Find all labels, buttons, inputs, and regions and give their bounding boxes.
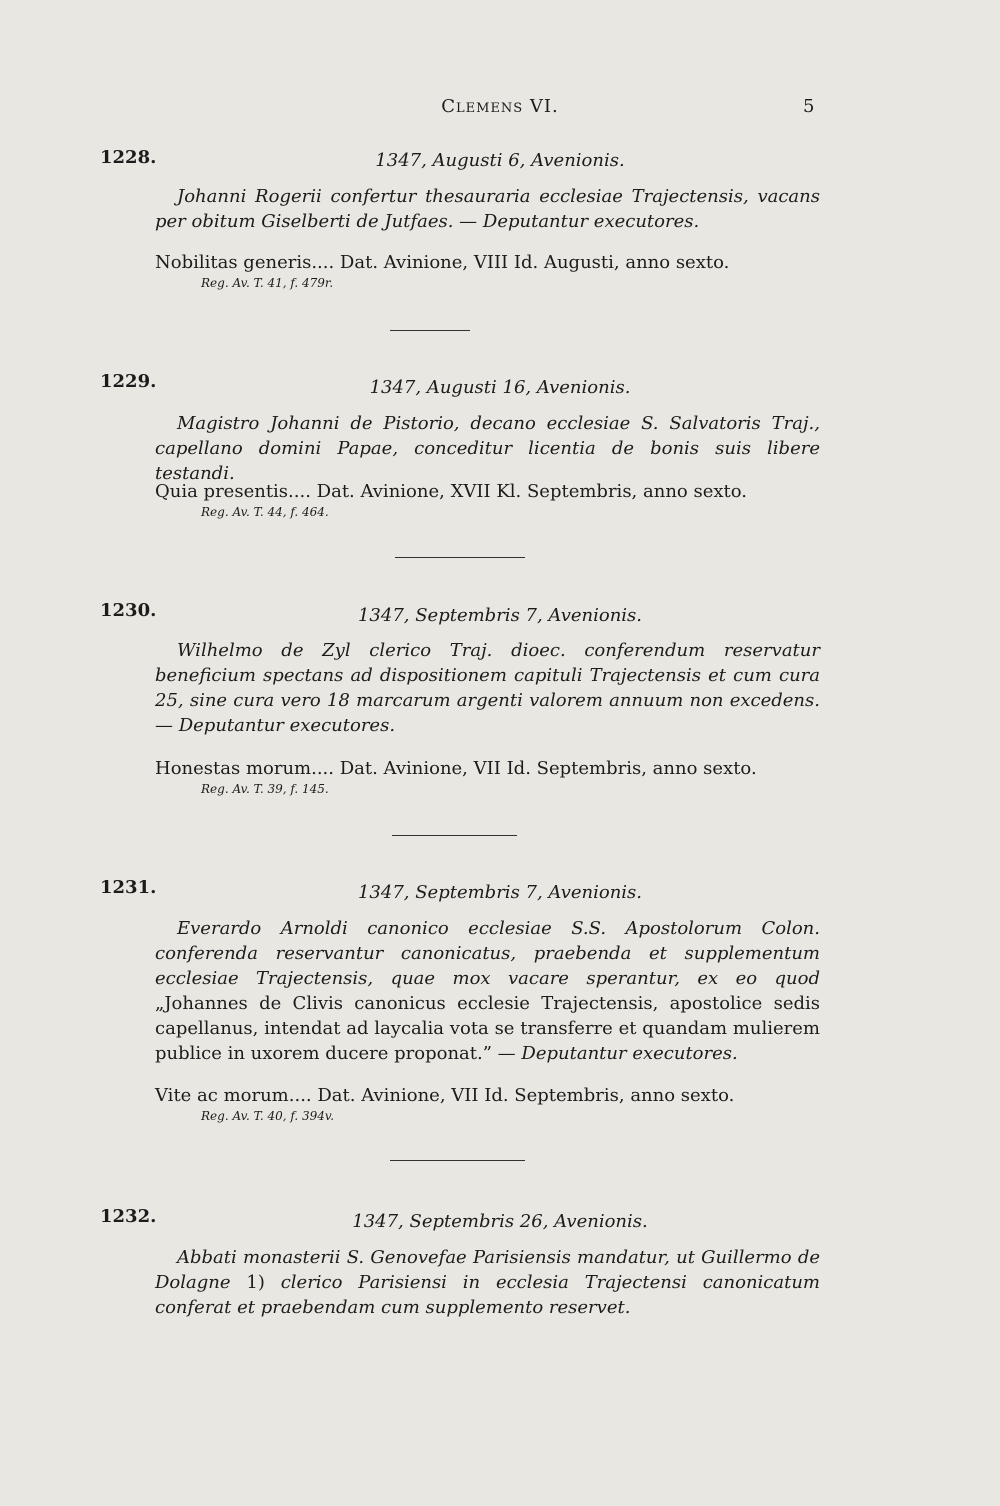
- entry-date: 1347, Augusti 6, Avenionis.: [375, 150, 625, 171]
- entry-summary: Johanni Rogerii confertur thesauraria ecclesiae Trajectensis, vacans per obitum Giselberti de Jutfaes. — Deputantur executores.: [155, 186, 820, 232]
- entry-closing-formula: Quia presentis.... Dat. Avinione, XVII Kl. Septembris, anno sexto.: [155, 481, 747, 502]
- register-reference: Reg. Av. T. 44, f. 464.: [201, 505, 329, 519]
- entry-closing-formula: Vite ac morum.... Dat. Avinione, VII Id. Septembris, anno sexto.: [155, 1085, 735, 1106]
- entry-number: 1231.: [100, 877, 157, 898]
- entry-closing-formula: Nobilitas generis.... Dat. Avinione, VIII Id. Augusti, anno sexto.: [155, 252, 730, 273]
- entry-number: 1232.: [100, 1206, 157, 1227]
- entry-separator: [390, 330, 470, 331]
- entry-summary-tail: clerico Parisiensi in ecclesia Trajectensi canonicatum conferat et praebendam cum supplemento reservet.: [155, 1272, 820, 1318]
- entry-number: 1229.: [100, 371, 157, 392]
- entry-separator: [395, 557, 525, 558]
- entry-summary: Wilhelmo de Zyl clerico Traj. dioec. conferendum reservatur beneficium spectans ad dispositionem capituli Trajectensis et cum cura 25, sine cura vero 18 marcarum argenti valorem annuum non excedens. — Deputantur executores.: [155, 640, 820, 736]
- entry-date: 1347, Augusti 16, Avenionis.: [369, 377, 631, 398]
- footnote-marker: 1): [246, 1272, 265, 1293]
- entry-date: 1347, Septembris 26, Avenionis.: [352, 1211, 648, 1232]
- entry-summary: Magistro Johanni de Pistorio, decano ecclesiae S. Salvatoris Traj., capellano domini Papae, conceditur licentia de bonis suis libere testandi.: [155, 413, 820, 484]
- entry-summary-tail: Deputantur executores.: [521, 1043, 738, 1064]
- entry-summary: [155, 1245, 820, 1320]
- register-reference: Reg. Av. T. 41, f. 479r.: [201, 276, 334, 290]
- quoted-text: „Johannes de Clivis canonicus ecclesie Trajectensis, apostolice sedis capellanus, intendat ad laycalia vota se transferre et quandam mulierem publice in uxorem ducere proponat.” —: [155, 993, 820, 1064]
- entry-closing-formula: Honestas morum.... Dat. Avinione, VII Id. Septembris, anno sexto.: [155, 758, 757, 779]
- entry-separator: [390, 1160, 525, 1161]
- entry-summary: [155, 916, 820, 1066]
- running-header: Clemens VI.: [441, 96, 559, 117]
- entry-date: 1347, Septembris 7, Avenionis.: [357, 882, 643, 903]
- entry-date: 1347, Septembris 7, Avenionis.: [357, 605, 643, 626]
- entry-number: 1228.: [100, 147, 157, 168]
- entry-separator: [392, 835, 517, 836]
- entry-summary-italic: Abbati monasterii S. Genovefae Parisiensis mandatur, ut Guillermo de Dolagne: [155, 1247, 820, 1293]
- entry-summary-italic: Everardo Arnoldi canonico ecclesiae S.S. Apostolorum Colon. conferenda reservantur canonicatus, praebenda et supplementum ecclesiae Trajectensis, quae mox vacare sperantur, ex eo quod: [155, 918, 820, 989]
- register-reference: Reg. Av. T. 39, f. 145.: [201, 782, 329, 796]
- page-number: 5: [803, 96, 815, 117]
- register-reference: Reg. Av. T. 40, f. 394v.: [201, 1109, 335, 1123]
- entry-number: 1230.: [100, 600, 157, 621]
